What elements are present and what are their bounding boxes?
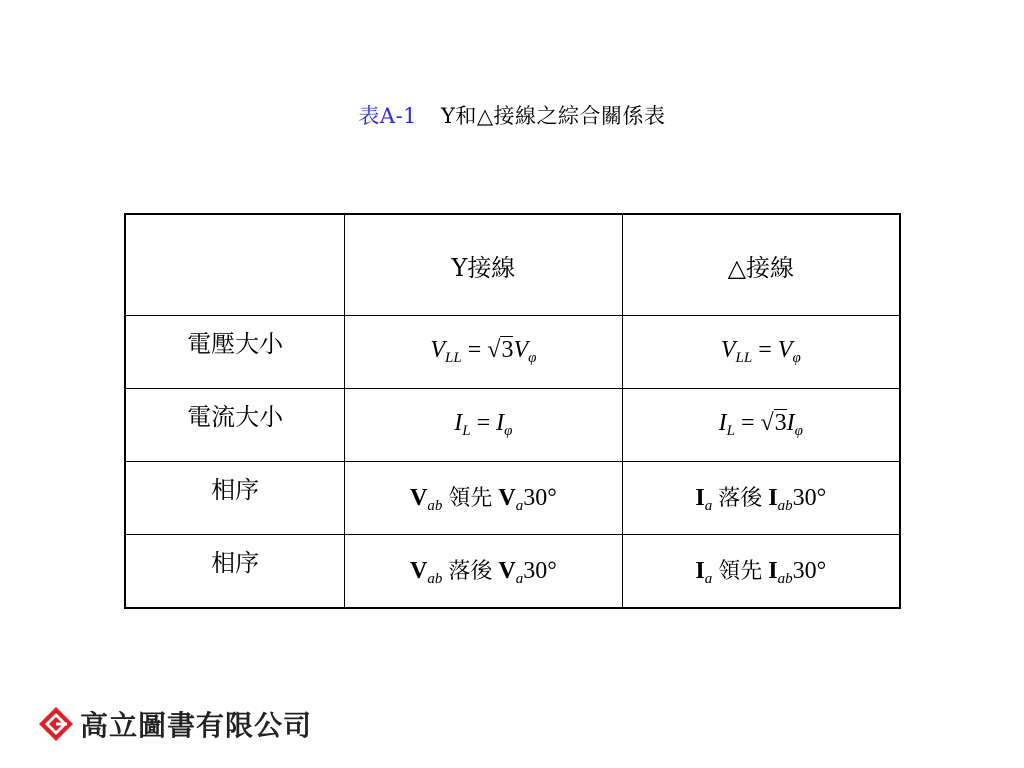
formula-cell: [345, 462, 622, 535]
formula: $I_L = √3I_\varphi$: [718, 410, 803, 439]
formula-cell: [622, 316, 900, 389]
formula-cell: [622, 535, 900, 609]
header-empty-cell: [125, 214, 345, 316]
table-row: [125, 462, 900, 535]
formula-cell: [345, 389, 622, 462]
formula: $V_{LL} = √3V_\varphi$: [430, 337, 537, 366]
formula: $I_a$ 落後 $I_{ab}30^\circ$: [695, 485, 827, 514]
table-header-row: [125, 214, 900, 316]
table-row: [125, 389, 900, 462]
formula: $I_a$ 領先 $I_{ab}30^\circ$: [695, 558, 827, 587]
formula-cell: [345, 316, 622, 389]
row-label: 相序: [125, 535, 345, 609]
formula: $V_{ab}$ 領先 $V_a30^\circ$: [409, 485, 557, 514]
formula: $I_L = I_\varphi$: [454, 410, 513, 439]
diamond-logo-icon: [38, 706, 74, 742]
formula-cell: [622, 389, 900, 462]
header-delta-connection: △接線: [622, 214, 900, 316]
table-row: [125, 535, 900, 609]
table-row: [125, 316, 900, 389]
publisher-footer: [38, 704, 312, 744]
title-text: Y和△接線之綜合關係表: [441, 104, 666, 128]
page-title: [0, 100, 1024, 130]
formula-cell: [622, 462, 900, 535]
row-label: 電壓大小: [125, 316, 345, 389]
header-y-connection: Y接線: [345, 214, 622, 316]
formula: $V_{ab}$ 落後 $V_a30^\circ$: [409, 558, 557, 587]
relation-table: [124, 213, 901, 609]
formula-cell: [345, 535, 622, 609]
formula: $V_{LL} = V_\varphi$: [720, 337, 801, 366]
row-label: 電流大小: [125, 389, 345, 462]
title-prefix: 表A-1: [358, 104, 418, 128]
company-name: 高立圖書有限公司: [80, 709, 313, 742]
row-label: 相序: [125, 462, 345, 535]
